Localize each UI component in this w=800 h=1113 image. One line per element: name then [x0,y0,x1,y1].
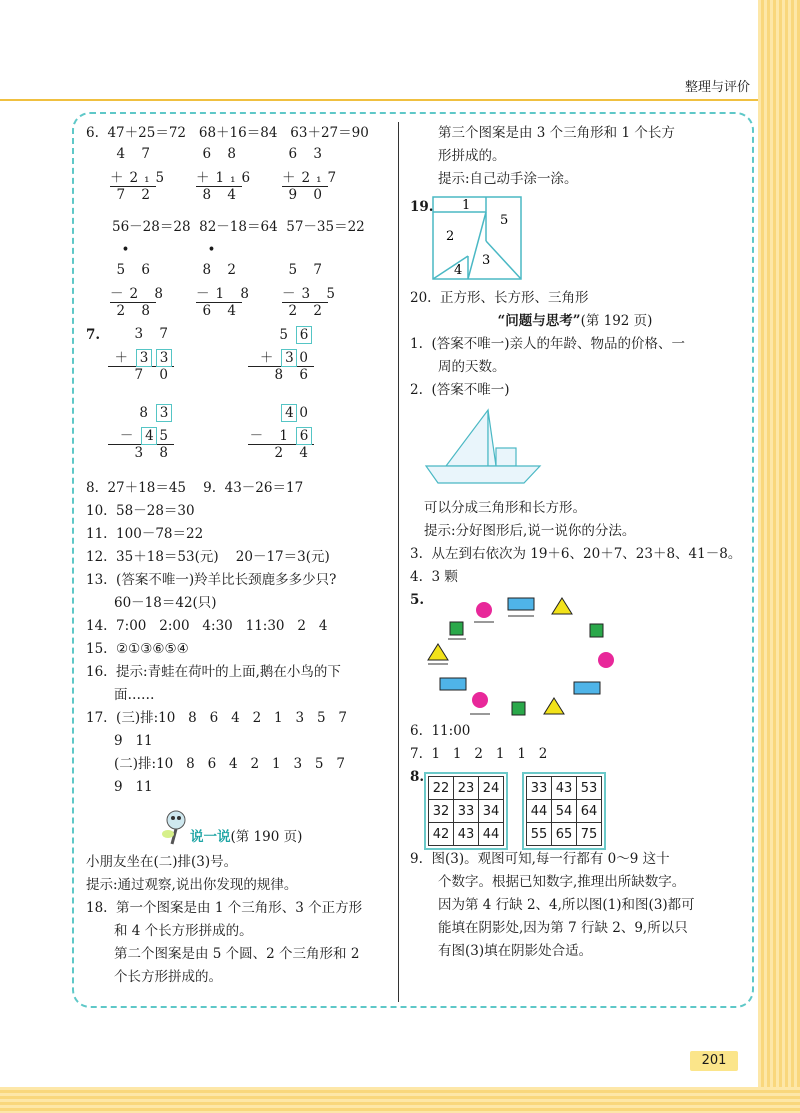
grid-cell: 43 [454,823,479,846]
q18-cont-line1: 第三个图案是由 3 个三角形和 1 个长方 [438,125,675,141]
p2-sailboat-figure [424,408,542,492]
answer-box: 6 [296,326,312,344]
right-column-p2p4 [410,497,740,612]
q6-line2-wrap [112,216,392,239]
q8-line: 8. 27＋18＝45 9. 43－26＝17 [86,480,304,496]
p5-label: 5. [410,592,425,608]
q18-line1: 18. 第一个图案是由 1 个三角形、3 个正方形 [86,900,363,916]
q19-num-3: 3 [482,253,491,268]
q13-line1: 13. (答案不唯一)羚羊比长颈鹿多多少只? [86,572,337,588]
q6-vert-3: 6 3 ＋2₁7 9 0 [282,146,328,207]
grid-cell: 44 [527,800,552,823]
p3-line: 3. 从左到右依次为 19＋6、20＋7、23＋8、41－8。 [410,546,742,562]
q17-line2: 9 11 [114,733,153,749]
q6-vert-6: 5 7 －3 5 2 2 [282,242,328,323]
blue-rectangle [508,598,534,610]
green-square [450,622,463,635]
grid-row [429,823,504,846]
p2-answer: 可以分成三角形和长方形。 [424,500,586,516]
right-column-p9 [410,848,740,963]
p4-line: 4. 3 颗 [410,569,458,585]
q6-vert-1: 4 7 ＋2₁5 7 2 [110,146,156,207]
p2-line: 2. (答案不唯一) [410,382,510,398]
grid-cell: 43 [552,777,577,800]
p9-line2: 个数字。根据已知数字,推理出所缺数字。 [438,874,686,890]
grid-cell: 55 [527,823,552,846]
p9-line5: 有图(3)填在阴影处合适。 [438,943,593,959]
q6-line1: 6. 47＋25＝72 68＋16＝84 63＋27＝90 [86,125,369,141]
column-divider [398,122,399,1002]
q18-cont-hint: 提示:自己动手涂一涂。 [438,171,578,187]
grid-row [527,777,602,800]
talk-heading [190,826,302,849]
right-column-top [410,122,740,191]
grid-cell: 64 [577,800,602,823]
section-page: (第 192 页) [580,313,653,329]
green-square [512,702,525,715]
grid-row [429,777,504,800]
q15-line: 15. ②①③⑥⑤④ [86,641,189,657]
grid-cell: 65 [552,823,577,846]
grid-cell: 23 [454,777,479,800]
talk-hint: 提示:通过观察,说出你发现的规律。 [86,877,298,893]
q19-num-1: 1 [462,198,471,213]
header-rule [0,99,758,101]
grid-cell: 33 [527,777,552,800]
p1-line2: 周的天数。 [438,359,506,375]
grid1-table [428,776,504,846]
q6-vert-5: • 8 2 －1 8 6 4 [196,242,242,323]
pink-circle [472,692,488,708]
p7-line: 7. 1 1 2 1 1 2 [410,746,548,762]
yellow-triangle [428,644,448,660]
grid-row [527,800,602,823]
grid-cell: 32 [429,800,454,823]
p9-line1: 9. 图(3)。观图可知,每一行都有 0～9 这十 [410,851,670,867]
page-number: 201 [690,1051,738,1071]
q17-line1: 17. (三)排:10 8 6 4 2 1 3 5 7 [86,710,348,726]
q18-cont-line2: 形拼成的。 [438,148,506,164]
grid-cell: 22 [429,777,454,800]
right-column-mid [410,287,740,402]
q19-num-4: 4 [454,263,463,278]
grid-cell: 33 [454,800,479,823]
p9-line4: 能填在阴影处,因为第 7 行缺 2、9,所以只 [438,920,688,936]
yellow-triangle [544,698,564,714]
blue-rectangle [574,682,600,694]
q12-line: 12. 35＋18＝53(元) 20－17＝3(元) [86,549,330,565]
section-heading [410,310,740,333]
q7-vert-2: 5 6 ＋ 3 0 8 6 [248,326,314,387]
talk-mascot-icon [160,808,190,852]
q7-label: 7. [86,327,101,343]
pink-circle [598,652,614,668]
page-edge-bottom [0,1087,800,1113]
q17-line4: 9 11 [114,779,153,795]
p8-grid-1 [424,772,508,850]
q19-num-2: 2 [446,229,455,244]
grid-cell: 53 [577,777,602,800]
q6-line2: 56－28＝28 82－18＝64 57－35＝22 [112,219,365,235]
q7-vert-1: 3 7 ＋ 3 3 7 0 [108,326,174,387]
q7-vert-3: 8 3 － 4 5 3 8 [108,404,174,465]
p5-shape-ring [426,596,622,726]
talk-answer: 小朋友坐在(二)排(3)号。 [86,854,238,870]
q19-num-5: 5 [500,213,509,228]
grid-cell: 34 [479,800,504,823]
q7-vert-4: 4 0 － 1 6 2 4 [248,404,314,465]
answer-box: 3 [156,404,172,422]
q18-line4: 个长方形拼成的。 [114,969,222,985]
p8-label: 8. [410,769,425,785]
grid-row [527,823,602,846]
p6-line: 6. 11:00 [410,723,471,739]
section-title: “问题与思考” [497,313,581,329]
q19-tangram [432,196,522,284]
blue-rectangle [440,678,466,690]
grid-cell: 24 [479,777,504,800]
q16-line1: 16. 提示:青蛙在荷叶的上面,鹅在小鸟的下 [86,664,341,680]
q10-line: 10. 58－28＝30 [86,503,195,519]
p2-hint: 提示:分好图形后,说一说你的分法。 [424,523,636,539]
grid2-table [526,776,602,846]
q16-line2: 面…… [114,687,155,703]
grid-cell: 44 [479,823,504,846]
q20-line: 20. 正方形、长方形、三角形 [410,290,589,306]
q6-vert-4: • 5 6 －2 8 2 8 [110,242,156,323]
p8-grid-2 [522,772,606,850]
answer-box: 4 [281,404,297,422]
header-title: 整理与评价 [684,80,750,95]
q18-line3: 第二个图案是由 5 个圆、2 个三角形和 2 [114,946,360,962]
answer-box: 3 [281,349,297,367]
yellow-triangle [552,598,572,614]
p9-line3: 因为第 4 行缺 2、4,所以图(1)和图(3)都可 [438,897,695,913]
q6-vert-2: 6 8 ＋1₁6 8 4 [196,146,242,207]
grid-cell: 54 [552,800,577,823]
grid-row [429,800,504,823]
page-edge-right [758,0,800,1113]
answer-box: 3 [136,349,152,367]
talk-page: (第 190 页) [230,829,303,845]
answer-box: 4 [141,427,157,445]
p1-line1: 1. (答案不唯一)亲人的年龄、物品的价格、一 [410,336,685,352]
talk-body [86,851,396,989]
pink-circle [476,602,492,618]
answer-box: 3 [156,349,172,367]
left-column-lower [86,477,396,799]
answer-box: 6 [296,427,312,445]
grid-cell: 75 [577,823,602,846]
header-bar [0,0,758,114]
talk-title: 说一说 [190,829,231,845]
q19-label: 19. [410,199,434,215]
q14-line: 14. 7:00 2:00 4:30 11:30 2 4 [86,618,328,634]
q18-line2: 和 4 个长方形拼成的。 [114,923,253,939]
q11-line: 11. 100－78＝22 [86,526,204,542]
q13-line2: 60－18＝42(只) [114,595,217,611]
left-column [86,122,391,145]
grid-cell: 42 [429,823,454,846]
green-square [590,624,603,637]
q17-line3: (二)排:10 8 6 4 2 1 3 5 7 [114,756,345,772]
